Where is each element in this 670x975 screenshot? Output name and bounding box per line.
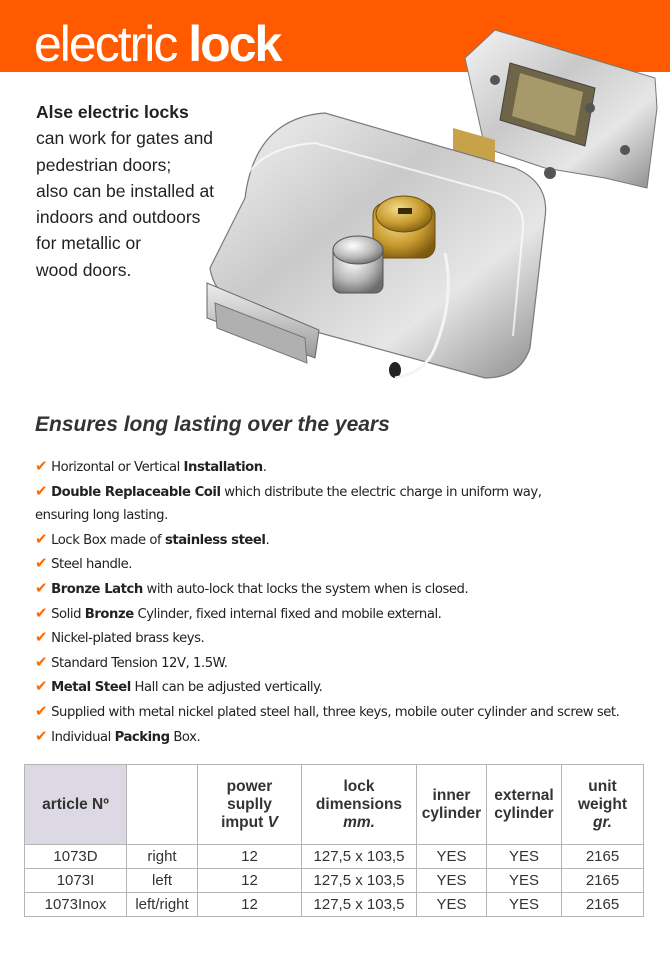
header-text: cylinder bbox=[494, 804, 554, 822]
intro-line: for metallic or bbox=[36, 233, 142, 254]
feature-item bbox=[35, 725, 655, 750]
cell-article: 1073I bbox=[25, 869, 127, 893]
intro-line1-rest: electric locks bbox=[72, 102, 189, 122]
check-icon: ✔ bbox=[35, 457, 48, 475]
header-text: external bbox=[494, 786, 554, 804]
intro-text bbox=[36, 99, 256, 283]
header-text: power bbox=[226, 777, 273, 795]
feature-text: Steel handle. bbox=[51, 557, 133, 573]
feature-list bbox=[35, 455, 655, 749]
feature-highlight: Installation bbox=[183, 460, 263, 475]
cell-dimensions: 127,5 x 103,5 bbox=[302, 869, 417, 893]
feature-highlight: Bronze bbox=[84, 606, 134, 622]
feature-text: Individual bbox=[51, 729, 115, 745]
header-text: dimensions bbox=[315, 795, 403, 813]
feature-highlight: stainless steel bbox=[164, 532, 266, 548]
check-icon: ✔ bbox=[35, 701, 48, 720]
col-header-external-cylinder bbox=[487, 765, 562, 845]
feature-text: Box. bbox=[169, 729, 201, 745]
cell-side: left bbox=[127, 869, 198, 893]
check-icon: ✔ bbox=[35, 554, 48, 573]
feature-highlight: Packing bbox=[114, 729, 170, 745]
feature-text: . bbox=[265, 532, 270, 548]
cell-weight: 2165 bbox=[562, 893, 644, 917]
section-subtitle: Ensures long lasting over the years bbox=[35, 413, 390, 436]
intro-line: pedestrian doors; bbox=[36, 154, 172, 175]
table-row bbox=[25, 845, 644, 869]
col-header-side bbox=[127, 765, 198, 845]
header-text: imput bbox=[221, 813, 268, 831]
feature-item bbox=[35, 577, 655, 602]
check-icon: ✔ bbox=[35, 603, 48, 622]
feature-item bbox=[35, 651, 655, 676]
feature-highlight: Bronze Latch bbox=[51, 581, 143, 597]
table-row bbox=[25, 869, 644, 893]
intro-line: can work for gates and bbox=[36, 128, 214, 149]
feature-text: Lock Box made of bbox=[51, 532, 165, 548]
check-icon: ✔ bbox=[35, 628, 48, 647]
feature-highlight: Metal Steel bbox=[51, 680, 131, 696]
cell-power: 12 bbox=[198, 845, 302, 869]
feature-text: Horizontal or Vertical bbox=[51, 460, 184, 475]
header-unit: mm. bbox=[343, 813, 375, 831]
check-icon: ✔ bbox=[35, 578, 48, 597]
check-icon: ✔ bbox=[35, 726, 48, 745]
cell-article: 1073D bbox=[25, 845, 127, 869]
feature-item bbox=[35, 626, 655, 651]
lock-product-image bbox=[195, 18, 670, 408]
header-text: inner bbox=[432, 786, 471, 804]
feature-item bbox=[35, 528, 655, 553]
cell-weight: 2165 bbox=[562, 845, 644, 869]
feature-text: Nickel-plated brass keys. bbox=[51, 631, 205, 647]
header-text: cylinder bbox=[421, 804, 482, 822]
check-icon: ✔ bbox=[35, 652, 48, 671]
feature-item bbox=[35, 455, 655, 480]
feature-text: . bbox=[262, 460, 267, 475]
cell-power: 12 bbox=[198, 869, 302, 893]
title-light: electric bbox=[34, 16, 177, 72]
col-header-article: article Nº bbox=[25, 765, 127, 845]
col-header-power bbox=[198, 765, 302, 845]
cell-external: YES bbox=[487, 869, 562, 893]
table-header-row bbox=[25, 765, 644, 845]
spec-table bbox=[24, 764, 644, 917]
feature-text: Supplied with metal nickel plated steel hall, three keys, mobile outer cylinder and screw set. bbox=[51, 704, 620, 720]
table-row bbox=[25, 893, 644, 917]
title-bold: lock bbox=[188, 16, 281, 72]
intro-line: wood doors. bbox=[36, 259, 132, 280]
col-header-unit-weight bbox=[562, 765, 644, 845]
header-text: weight bbox=[577, 795, 628, 813]
feature-text: Solid bbox=[51, 606, 85, 622]
feature-item bbox=[35, 552, 655, 577]
col-header-inner-cylinder bbox=[417, 765, 487, 845]
feature-text: which distribute the electric charge in uniform way, bbox=[220, 484, 542, 500]
cell-dimensions: 127,5 x 103,5 bbox=[302, 845, 417, 869]
cell-article: 1073Inox bbox=[25, 893, 127, 917]
intro-line bbox=[36, 99, 256, 125]
header-unit: gr. bbox=[593, 813, 612, 831]
intro-line: also can be installed at bbox=[36, 180, 215, 201]
check-icon: ✔ bbox=[35, 481, 48, 500]
feature-item-continuation: ensuring long lasting. bbox=[35, 508, 168, 524]
cell-side: right bbox=[127, 845, 198, 869]
feature-item bbox=[35, 675, 655, 700]
feature-text: Standard Tension 12V, 1.5W. bbox=[51, 655, 228, 671]
cell-inner: YES bbox=[417, 845, 487, 869]
cell-inner: YES bbox=[417, 893, 487, 917]
feature-item bbox=[35, 480, 655, 505]
cell-dimensions: 127,5 x 103,5 bbox=[302, 893, 417, 917]
header-text: lock bbox=[343, 777, 375, 795]
feature-text: with auto-lock that locks the system when is closed. bbox=[142, 581, 469, 597]
release-knob bbox=[333, 236, 383, 293]
cell-inner: YES bbox=[417, 869, 487, 893]
feature-highlight: Double Replaceable Coil bbox=[51, 484, 221, 500]
check-icon: ✔ bbox=[35, 677, 48, 696]
col-header-lock-dimensions bbox=[302, 765, 417, 845]
cell-weight: 2165 bbox=[562, 869, 644, 893]
cell-external: YES bbox=[487, 893, 562, 917]
feature-item bbox=[35, 602, 655, 627]
header-unit: V bbox=[267, 813, 278, 831]
feature-text: Cylinder, fixed internal fixed and mobile external. bbox=[133, 606, 442, 622]
brand-name: Alse bbox=[36, 102, 73, 122]
intro-line: indoors and outdoors bbox=[36, 207, 201, 228]
cell-power: 12 bbox=[198, 893, 302, 917]
check-icon: ✔ bbox=[35, 529, 48, 548]
cell-external: YES bbox=[487, 845, 562, 869]
feature-text: Hall can be adjusted vertically. bbox=[130, 680, 323, 696]
header-text: suplly bbox=[227, 795, 272, 813]
header-text: unit bbox=[588, 777, 617, 795]
cell-side: left/right bbox=[127, 893, 198, 917]
feature-item bbox=[35, 700, 655, 725]
